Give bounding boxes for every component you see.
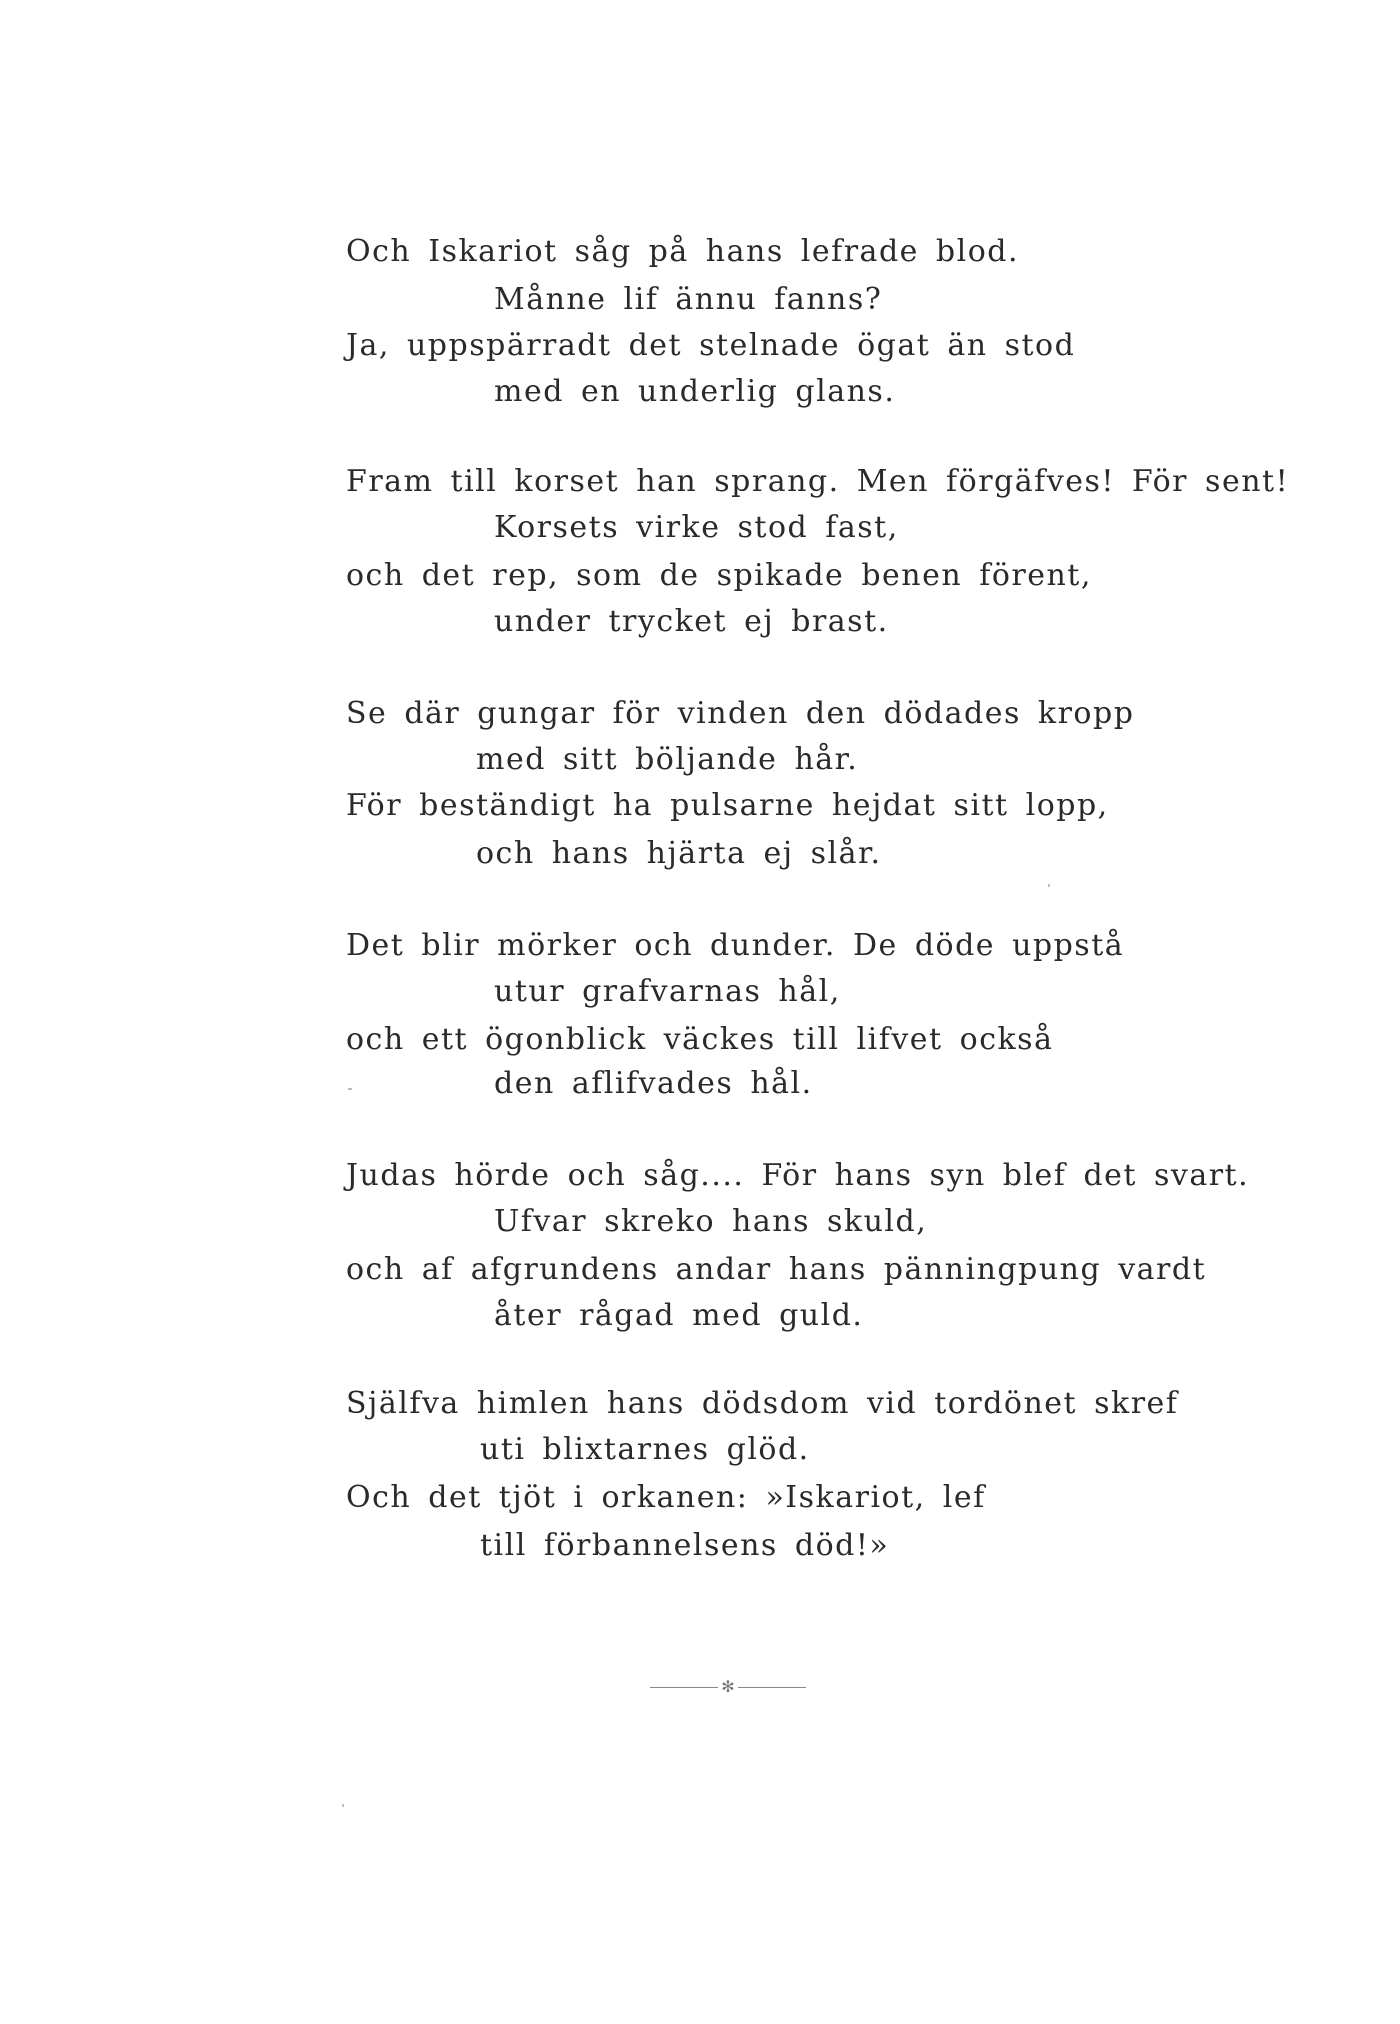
poem-line: åter rågad med guld.: [494, 1298, 864, 1333]
scan-speck: [348, 1088, 352, 1090]
asterism-icon: ✻: [721, 1677, 735, 1696]
poem-line: den aflifvades hål.: [494, 1066, 813, 1101]
ornament-rule-left: [650, 1687, 718, 1688]
poem-line: uti blixtarnes glöd.: [480, 1432, 810, 1467]
poem-line: Och Iskariot såg på hans lefrade blod.: [346, 234, 1020, 269]
poem-line: Korsets virke stod fast,: [494, 510, 899, 545]
poem-line: under trycket ej brast.: [494, 604, 889, 639]
poem-line: Se där gungar för vinden den dödades kropp: [346, 696, 1135, 731]
poem-line: Månne lif ännu fanns?: [494, 282, 883, 317]
scan-speck: [1048, 884, 1050, 887]
poem-line: Fram till korset han sprang. Men förgäfves! För sent!: [346, 464, 1290, 499]
poem-line: För beständigt ha pulsarne hejdat sitt lopp,: [346, 788, 1109, 823]
poem-line: med en underlig glans.: [494, 374, 896, 409]
poem-line: till förbannelsens död!»: [480, 1528, 890, 1563]
poem-line: Ufvar skreko hans skuld,: [494, 1204, 928, 1239]
end-ornament: [650, 1678, 810, 1698]
poem-line: Själfva himlen hans dödsdom vid tordönet skref: [346, 1386, 1179, 1421]
poem-line: och ett ögonblick väckes till lifvet också: [346, 1022, 1054, 1057]
poem-line: Och det tjöt i orkanen: »Iskariot, lef: [346, 1480, 986, 1515]
ornament-rule-right: [738, 1687, 806, 1688]
poem-line: med sitt böljande hår.: [476, 742, 859, 777]
poem-line: och det rep, som de spikade benen förent,: [346, 558, 1092, 593]
poem-line: utur grafvarnas hål,: [494, 974, 841, 1009]
poem-line: och af afgrundens andar hans pänningpung vardt: [346, 1252, 1207, 1287]
poem-line: Ja, uppspärradt det stelnade ögat än stod: [346, 328, 1076, 363]
scan-speck: [342, 1804, 344, 1807]
poem-line: Judas hörde och såg.... För hans syn blef det svart.: [346, 1158, 1250, 1193]
poem-line: och hans hjärta ej slår.: [476, 836, 882, 871]
poem-line: Det blir mörker och dunder. De döde uppstå: [346, 928, 1125, 963]
